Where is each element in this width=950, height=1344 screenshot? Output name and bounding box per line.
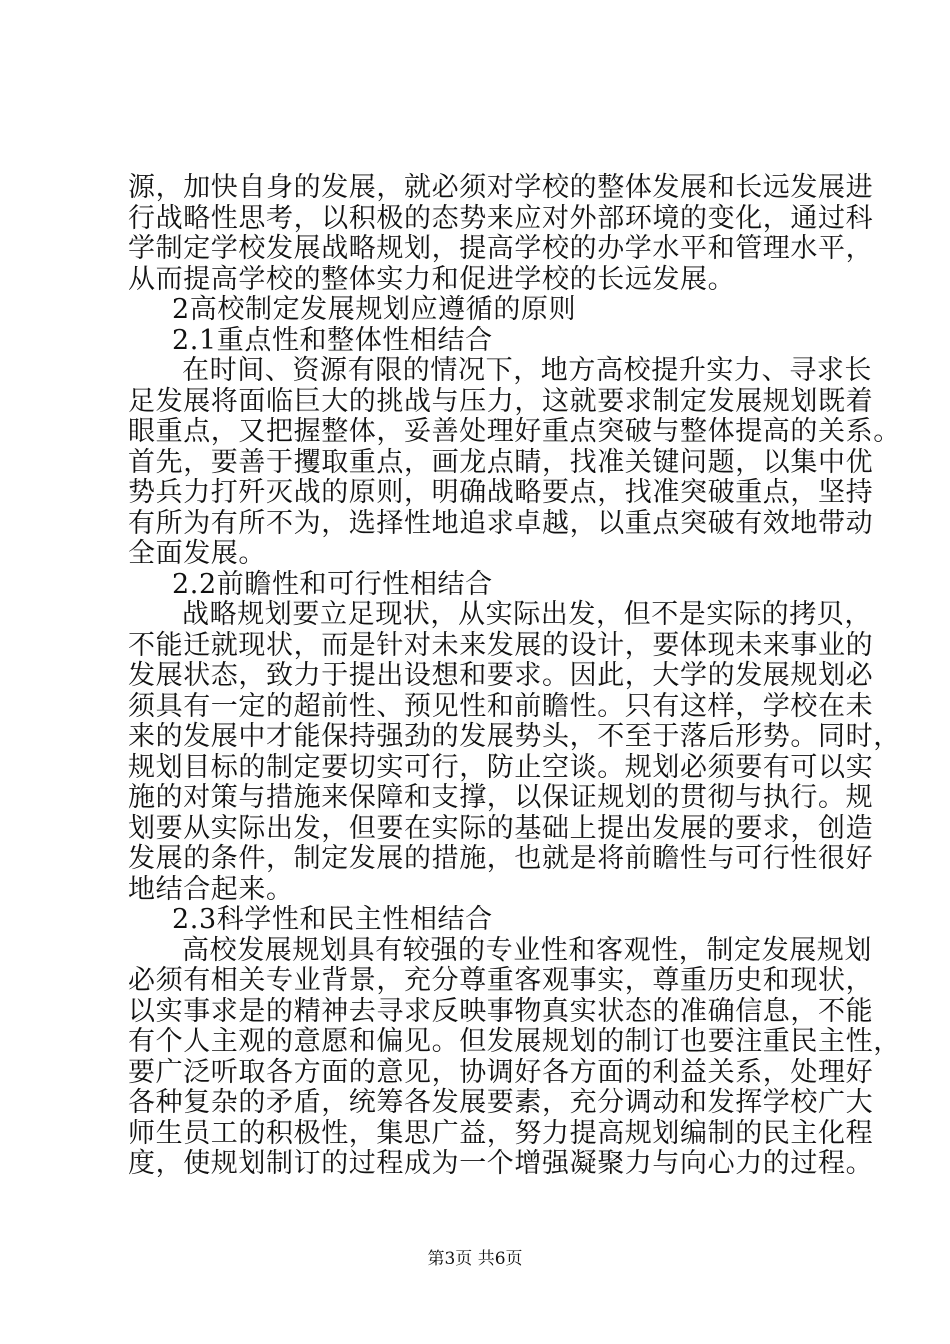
text-line: 须具有一定的超前性、预见性和前瞻性。只有这样，学校在未: [128, 690, 874, 722]
text-line: 在时间、资源有限的情况下，地方高校提升实力、寻求长: [182, 355, 872, 386]
text-line: 度，使规划制订的过程成为一个增强凝聚力与向心力的过程。: [128, 1148, 874, 1179]
text-line: 施的对策与措施来保障和支撑，以保证规划的贯彻与执行。规: [128, 782, 874, 813]
section-heading: 2.2前瞻性和可行性相结合: [172, 568, 493, 600]
text-line: 必须有相关专业背景，充分尊重客观事实，尊重历史和现状，: [128, 965, 874, 996]
section-heading: 2.1重点性和整体性相结合: [172, 324, 493, 356]
text-line: 有所为有所不为，选择性地追求卓越，以重点突破有效地带动: [128, 507, 874, 539]
text-line: 行战略性思考，以积极的态势来应对外部环境的变化，通过科: [128, 202, 874, 234]
text-line: 不能迁就现状，而是针对未来发展的设计，要体现未来事业的: [128, 629, 874, 661]
text-line: 足发展将面临巨大的挑战与压力，这就要求制定发展规划既着: [128, 385, 874, 417]
page-number: 第3页 共6页: [427, 1249, 523, 1269]
text-line: 地结合起来。: [128, 873, 294, 905]
text-line: 眼重点，又把握整体，妥善处理好重点突破与整体提高的关系。: [128, 416, 901, 447]
text-line: 从而提高学校的整体实力和促进学校的长远发展。: [128, 263, 736, 295]
text-line: 势兵力打歼灭战的原则，明确战略要点，找准突破重点，坚持: [128, 477, 874, 508]
text-line: 高校发展规划具有较强的专业性和客观性，制定发展规划: [182, 934, 872, 966]
text-line: 发展的条件，制定发展的措施，也就是将前瞻性与可行性很好: [128, 843, 874, 874]
section-heading: 2.3科学性和民主性相结合: [172, 904, 493, 935]
text-line: 首先，要善于攫取重点，画龙点睛，找准关键问题，以集中优: [128, 446, 874, 478]
text-line: 有个人主观的意愿和偏见。但发展规划的制订也要注重民主性，: [128, 1026, 901, 1057]
text-line: 划要从实际出发，但要在实际的基础上提出发展的要求，创造: [128, 812, 874, 844]
page-footer: [0, 1244, 950, 1269]
section-heading: 2高校制定发展规划应遵循的原则: [172, 294, 577, 325]
text-line: 发展状态，致力于提出设想和要求。因此，大学的发展规划必: [128, 660, 874, 691]
text-line: 学制定学校发展战略规划，提高学校的办学水平和管理水平，: [128, 233, 874, 264]
text-line: 规划目标的制定要切实可行，防止空谈。规划必须要有可以实: [128, 751, 874, 783]
text-line: 要广泛听取各方面的意见，协调好各方面的利益关系，处理好: [128, 1056, 874, 1088]
text-line: 战略规划要立足现状，从实际出发，但不是实际的拷贝，: [182, 599, 872, 630]
text-line: 源，加快自身的发展，就必须对学校的整体发展和长远发展进: [128, 172, 874, 203]
text-line: 来的发展中才能保持强劲的发展势头，不至于落后形势。同时，: [128, 721, 901, 752]
text-line: 全面发展。: [128, 538, 266, 569]
text-line: 各种复杂的矛盾，统筹各发展要素，充分调动和发挥学校广大: [128, 1087, 874, 1118]
text-line: 以实事求是的精神去寻求反映事物真实状态的准确信息，不能: [128, 995, 874, 1027]
text-line: 师生员工的积极性，集思广益，努力提高规划编制的民主化程: [128, 1117, 874, 1149]
document-body: [128, 172, 901, 1180]
